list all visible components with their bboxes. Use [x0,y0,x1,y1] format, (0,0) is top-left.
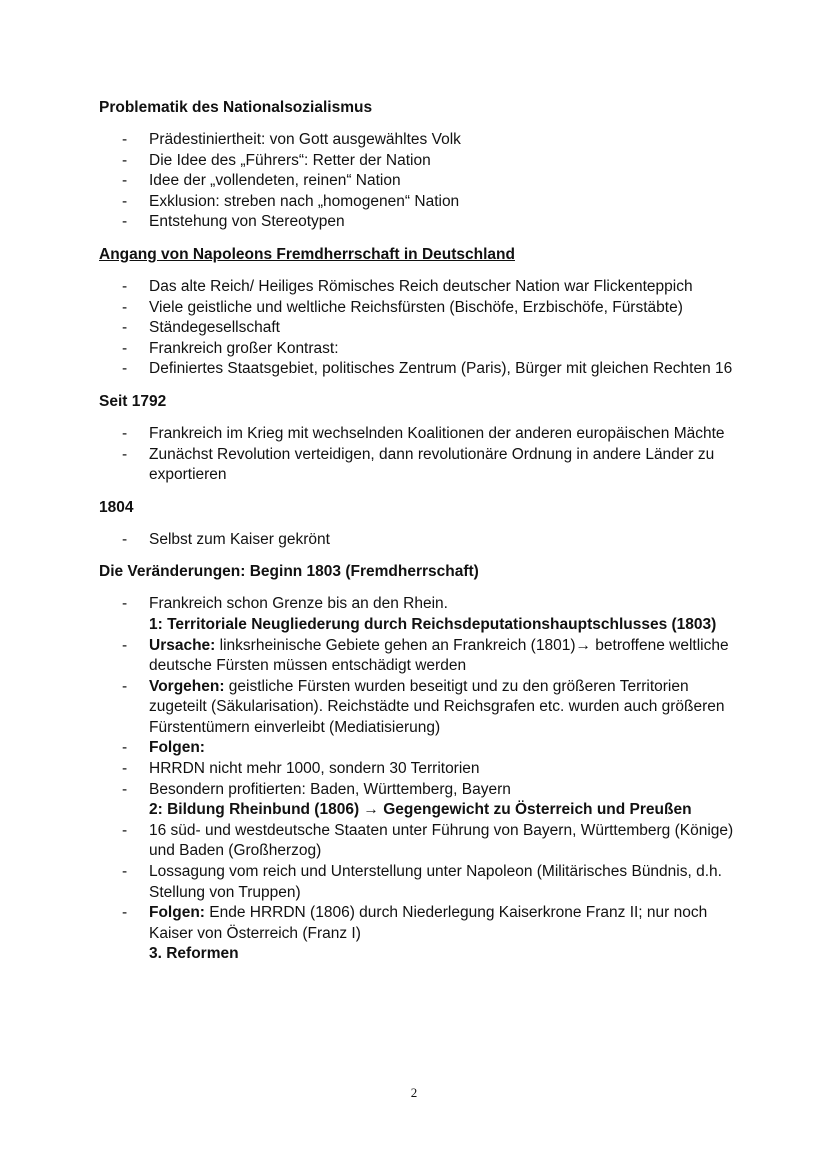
list-1804 [99,530,739,551]
heading-veraenderungen: Die Veränderungen: Beginn 1803 (Fremdherrschaft) [99,563,479,581]
heading-napoleon: Angang von Napoleons Fremdherrschaft in Deutschland [99,245,515,263]
list-nationalsozialismus [99,130,739,233]
list-item: - Vorgehen: geistliche Fürsten wurden beseitigt und zu den größeren Territorien zugeteilt (Säkularisation). Reichstädte und Reichsgrafen etc. wurden auch größeren Fürstentümern einverleibt (Mediatisierung) [122,677,725,736]
list-seit-1792 [99,424,739,486]
list-item: - Idee der „vollendeten, reinen“ Nation [122,172,401,190]
list-item: - Folgen: [122,739,205,757]
list-item: - Exklusion: streben nach „homogenen“ Nation [122,192,460,210]
list-napoleon [99,277,739,380]
subheading-reformen: 3. Reformen [149,945,239,963]
list-item: - Folgen: Ende HRRDN (1806) durch Niederlegung Kaiserkrone Franz II; nur noch Kaiser von Österreich (Franz I) [122,904,708,942]
list-item: - Definiertes Staatsgebiet, politisches Zentrum (Paris), Bürger mit gleichen Rechten 16 [122,360,733,378]
list-item: - Das alte Reich/ Heiliges Römisches Reich deutscher Nation war Flickenteppich [122,277,693,295]
heading-seit-1792: Seit 1792 [99,392,167,410]
list-item: - Frankreich im Krieg mit wechselnden Koalitionen der anderen europäischen Mächte [122,424,725,442]
list-item: - Lossagung vom reich und Unterstellung unter Napoleon (Militärisches Bündnis, d.h. Stellung von Truppen) [122,863,722,901]
list-item: - Prädestiniertheit: von Gott ausgewähltes Volk [122,131,461,148]
page-number: 2 [410,1085,418,1100]
list-item: - 16 süd- und westdeutsche Staaten unter Führung von Bayern, Württemberg (Könige) und Baden (Großherzog) [122,821,734,860]
heading-1804: 1804 [99,498,134,516]
list-veraenderungen [99,594,739,615]
list-item: - Ursache: linksrheinische Gebiete gehen an Frankreich (1801)→ betroffene weltliche deutsche Fürsten müssen entschädigt werden [122,636,729,675]
list-veraenderungen-3 [99,821,739,945]
list-item: - Entstehung von Stereotypen [122,213,345,231]
list-item: - Frankreich großer Kontrast: [122,339,339,357]
list-item: - Ständegesellschaft [122,319,280,337]
list-item: - Zunächst Revolution verteidigen, dann revolutionäre Ordnung in andere Länder zu exportieren [122,445,715,484]
list-item: - HRRDN nicht mehr 1000, sondern 30 Territorien [122,760,480,778]
list-item: - Die Idee des „Führers“: Retter der Nation [122,151,431,169]
list-veraenderungen-2 [99,636,739,801]
list-item: - Besondern profitierten: Baden, Württemberg, Bayern [122,780,511,798]
subheading-rheinbund: 2: Bildung Rheinbund (1806) → Gegengewicht zu Österreich und Preußen [149,801,692,819]
list-item: - Selbst zum Kaiser gekrönt [122,530,330,548]
document-page [99,98,739,965]
subheading-territoriale-neugliederung: 1: Territoriale Neugliederung durch Reichsdeputationshauptschlusses (1803) [149,615,717,633]
list-item: - Frankreich schon Grenze bis an den Rhein. [122,595,448,613]
list-item: - Viele geistliche und weltliche Reichsfürsten (Bischöfe, Erzbischöfe, Fürstäbte) [122,298,683,316]
heading-nationalsozialismus: Problematik des Nationalsozialismus [99,99,373,116]
